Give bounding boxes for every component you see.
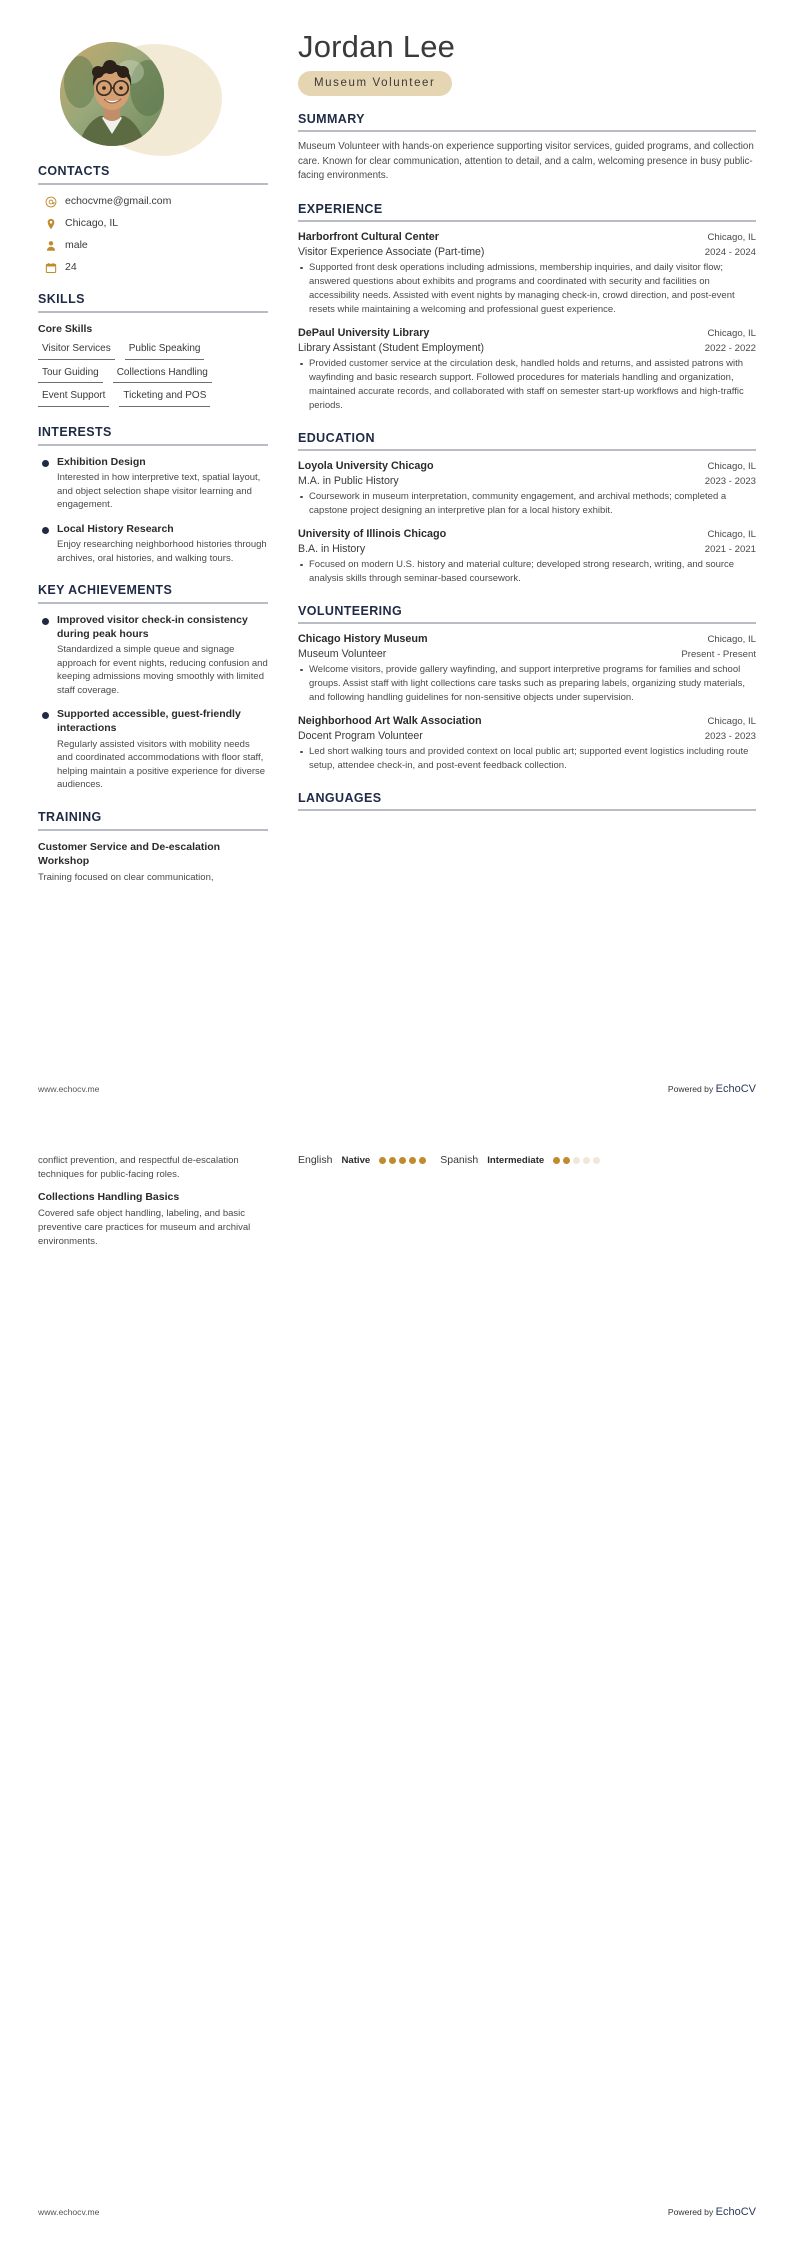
entry-location: Chicago, IL	[707, 232, 756, 244]
achievement-title: Supported accessible, guest-friendly interactions	[57, 708, 241, 735]
volunteering-entry	[298, 714, 756, 773]
achievement-description: Regularly assisted visitors with mobility needs and coordinated accommodations with floor staff, helping maintain a positive experience for diverse audiences.	[57, 738, 266, 791]
footer-url[interactable]: www.echocv.me	[38, 2207, 100, 2217]
achievement-item	[38, 614, 268, 697]
experience-entry	[298, 326, 756, 413]
rating-dot-empty	[583, 1157, 590, 1164]
section-divider	[298, 449, 756, 451]
training-section-continued	[38, 1154, 268, 1249]
contact-age-value: 24	[65, 261, 77, 274]
section-divider	[38, 602, 268, 604]
contact-location-value: Chicago, IL	[65, 217, 119, 230]
rating-dot-empty	[573, 1157, 580, 1164]
training-title: Customer Service and De-escalation Workshop	[38, 840, 221, 867]
footer-powered-label: Powered by	[667, 1084, 716, 1094]
entry-role: Museum Volunteer	[298, 647, 387, 660]
languages-heading: LANGUAGES	[298, 791, 382, 806]
resume-page-2	[0, 1123, 794, 2246]
language-level: Intermediate	[487, 1154, 545, 1166]
contact-item-email[interactable]	[38, 195, 268, 208]
entry-bullet: Focused on modern U.S. history and material culture; developed strong research, writing, and source analysis skills through seminar-based coursework.	[298, 558, 756, 586]
footer-brand: EchoCV	[715, 1083, 756, 1095]
entry-organization: Loyola University Chicago	[298, 460, 434, 473]
location-pin-icon	[44, 217, 57, 230]
entry-organization: Neighborhood Art Walk Association	[298, 715, 482, 728]
entry-organization: Harborfront Cultural Center	[298, 231, 439, 244]
entry-location: Chicago, IL	[707, 461, 756, 473]
entry-role: Library Assistant (Student Employment)	[298, 341, 485, 354]
entry-dates: 2022 - 2022	[704, 342, 756, 354]
bullet-dot-icon	[42, 527, 49, 534]
entry-role: B.A. in History	[298, 542, 366, 555]
sidebar-column-continued	[38, 1154, 286, 2246]
interest-item	[38, 523, 268, 566]
rating-dot-filled	[399, 1157, 406, 1164]
section-divider	[298, 130, 756, 132]
entry-dates: 2023 - 2023	[704, 475, 756, 487]
education-entry	[298, 459, 756, 518]
summary-section	[298, 112, 756, 184]
page-footer	[38, 1079, 756, 1097]
training-description-continued: conflict prevention, and respectful de-escalation techniques for public-facing roles.	[38, 1155, 239, 1180]
rating-dot-filled	[419, 1157, 426, 1164]
summary-text: Museum Volunteer with hands-on experience supporting visitor services, guided programs, and collection care. Known for clear communication, attention to detail, and a calm, welcoming presence in busy public-facing environments.	[298, 141, 754, 182]
entry-bullet: Provided customer service at the circulation desk, handled holds and returns, and assisted patrons with wayfinding and basic research support. Followed procedures for materials handling and organization, maintained accurate records, and collaborated with staff on semester start-up workflows and high-traffic periods.	[298, 357, 756, 413]
contact-email-value: echocvme@gmail.com	[65, 195, 172, 208]
education-heading: EDUCATION	[298, 431, 375, 446]
volunteering-section	[298, 604, 756, 773]
entry-dates: Present - Present	[681, 648, 756, 660]
experience-heading: EXPERIENCE	[298, 202, 383, 217]
entry-bullet-list	[298, 357, 756, 413]
section-divider	[298, 809, 756, 811]
entry-bullet: Led short walking tours and provided context on local public art; supported event logistics including route setup, attendee check-in, and post-event feedback collection.	[298, 745, 756, 773]
experience-section	[298, 202, 756, 413]
skill-tag: Ticketing and POS	[119, 389, 210, 407]
interest-description: Enjoy researching neighborhood histories through archives, oral histories, and walking tours.	[57, 539, 267, 564]
skills-heading: SKILLS	[38, 292, 85, 306]
entry-dates: 2024 - 2024	[704, 246, 756, 258]
language-rating-dots	[379, 1157, 426, 1164]
training-title: Collections Handling Basics	[38, 1190, 180, 1203]
bullet-dot-icon	[42, 618, 49, 625]
footer-powered-by	[668, 1079, 756, 1097]
education-entry	[298, 527, 756, 586]
at-icon	[44, 195, 57, 208]
entry-location: Chicago, IL	[707, 716, 756, 728]
entry-role: Docent Program Volunteer	[298, 729, 423, 742]
entry-bullet-list	[298, 663, 756, 705]
footer-brand: EchoCV	[715, 2206, 756, 2218]
avatar-wrapper	[50, 38, 250, 158]
contact-item-age	[38, 261, 268, 274]
entry-bullet: Coursework in museum interpretation, community engagement, and archival methods; completed a capstone project designing an interpretive plan for a local history exhibit.	[298, 490, 756, 518]
skill-tag: Visitor Services	[38, 342, 115, 360]
entry-organization: Chicago History Museum	[298, 633, 428, 646]
skills-section	[38, 292, 268, 407]
interest-description: Interested in how interpretive text, spatial layout, and object selection shape visitor learning and engagement.	[57, 472, 261, 511]
main-column	[286, 30, 756, 1123]
language-item	[298, 1154, 426, 1166]
rating-dot-filled	[379, 1157, 386, 1164]
section-divider	[38, 829, 268, 831]
section-divider	[298, 220, 756, 222]
interest-item	[38, 456, 268, 512]
section-divider	[38, 444, 268, 446]
entry-location: Chicago, IL	[707, 328, 756, 340]
sidebar-column	[38, 30, 286, 1123]
contact-gender-value: male	[65, 239, 88, 252]
footer-powered-by	[668, 2202, 756, 2220]
achievement-description: Standardized a simple queue and signage approach for event nights, reducing confusion and keeping admissions moving smoothly with limited staff coverage.	[57, 644, 268, 696]
entry-location: Chicago, IL	[707, 634, 756, 646]
job-title-badge: Museum Volunteer	[298, 71, 452, 96]
footer-url[interactable]: www.echocv.me	[38, 1084, 100, 1094]
training-description: Training focused on clear communication,	[38, 872, 214, 884]
rating-dot-filled	[553, 1157, 560, 1164]
entry-organization: DePaul University Library	[298, 327, 430, 340]
interests-section	[38, 425, 268, 566]
skill-tag: Collections Handling	[113, 366, 212, 384]
interest-title: Exhibition Design	[57, 455, 146, 468]
rating-dot-filled	[563, 1157, 570, 1164]
entry-bullet-list	[298, 261, 756, 317]
entry-bullet-list	[298, 745, 756, 773]
bullet-dot-icon	[42, 712, 49, 719]
skill-tag-list	[38, 342, 268, 407]
page-title: Jordan Lee	[298, 29, 456, 64]
entry-location: Chicago, IL	[707, 529, 756, 541]
section-divider	[38, 311, 268, 313]
training-heading: TRAINING	[38, 809, 102, 824]
entry-bullet-list	[298, 558, 756, 586]
contacts-section	[38, 164, 268, 274]
language-rating-dots	[553, 1157, 600, 1164]
rating-dot-filled	[409, 1157, 416, 1164]
volunteering-heading: VOLUNTEERING	[298, 604, 403, 619]
education-section	[298, 431, 756, 586]
language-level: Native	[341, 1154, 371, 1166]
entry-role: M.A. in Public History	[298, 474, 399, 487]
section-divider	[298, 622, 756, 624]
achievement-title: Improved visitor check-in consistency during peak hours	[57, 614, 248, 640]
main-column-continued	[286, 1154, 756, 2246]
contacts-heading: CONTACTS	[38, 164, 110, 178]
contact-item-gender	[38, 239, 268, 252]
entry-role: Visitor Experience Associate (Part-time)	[298, 245, 485, 258]
skills-group-title: Core Skills	[38, 323, 93, 335]
interests-heading: INTERESTS	[38, 424, 112, 439]
entry-organization: University of Illinois Chicago	[298, 528, 447, 541]
key-achievements-section	[38, 583, 268, 791]
skill-tag: Event Support	[38, 389, 109, 407]
footer-powered-label: Powered by	[667, 2207, 716, 2217]
interest-title: Local History Research	[57, 522, 174, 535]
training-section	[38, 810, 268, 885]
bullet-dot-icon	[42, 460, 49, 467]
summary-heading: SUMMARY	[298, 112, 365, 127]
language-item	[440, 1154, 600, 1166]
section-divider	[38, 183, 268, 185]
skill-tag: Tour Guiding	[38, 366, 103, 384]
key-achievements-heading: KEY ACHIEVEMENTS	[38, 583, 173, 598]
language-name: English	[298, 1154, 333, 1166]
volunteering-entry	[298, 632, 756, 705]
rating-dot-filled	[389, 1157, 396, 1164]
calendar-icon	[44, 261, 57, 274]
rating-dot-empty	[593, 1157, 600, 1164]
entry-bullet-list	[298, 490, 756, 518]
languages-list	[298, 1154, 756, 1166]
entry-dates: 2023 - 2023	[704, 730, 756, 742]
contact-item-location[interactable]	[38, 217, 268, 230]
entry-dates: 2021 - 2021	[704, 543, 756, 555]
language-name: Spanish	[440, 1154, 479, 1166]
entry-bullet: Supported front desk operations including admissions, membership inquiries, and daily visitor flow; answered questions about exhibits and programs and coordinated with security and facilities on accessibility needs. Assisted with event nights by managing check-in, crowd direction, and post-event resets while maintaining a welcoming and professional guest experience.	[298, 261, 756, 317]
experience-entry	[298, 230, 756, 317]
entry-bullet: Welcome visitors, provide gallery wayfinding, and support interpretive programs for families and school groups. Assist staff with light collections care tasks such as preparing labels, organizing study materials, and following handling guidelines for non-sensitive objects under supervision.	[298, 663, 756, 705]
page-footer	[38, 2202, 756, 2220]
skill-tag: Public Speaking	[125, 342, 205, 360]
avatar	[60, 42, 164, 146]
achievement-item	[38, 708, 268, 791]
languages-section	[298, 791, 756, 811]
person-icon	[44, 239, 57, 252]
training-description: Covered safe object handling, labeling, and basic preventive care practices for museum and archival environments.	[38, 1208, 251, 1247]
